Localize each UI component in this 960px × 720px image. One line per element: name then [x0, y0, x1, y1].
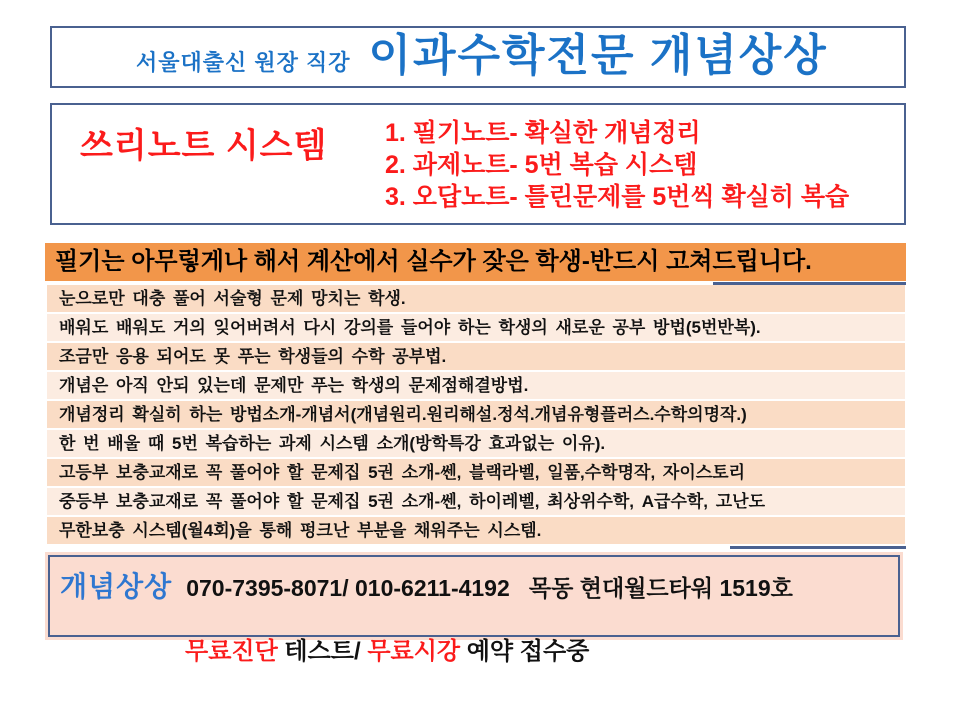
topic-row: 무한보충 시스템(월4회)을 통해 펑크난 부분을 채워주는 시스템. [47, 517, 905, 544]
note-item-1: 1. 필기노트- 확실한 개념정리 [385, 119, 701, 147]
topic-row: 눈으로만 대충 풀어 서술형 문제 망치는 학생. [47, 285, 905, 312]
academy-subtitle: 서울대출신 원장 직강 [136, 50, 351, 75]
note-item-2: 2. 과제노트- 5번 복습 시스템 [385, 151, 698, 179]
contact-line [60, 565, 793, 605]
academy-title: 이과수학전문 개념상상 [368, 31, 828, 80]
topic-row: 배워도 배워도 거의 잊어버려서 다시 강의를 들어야 하는 학생의 새로운 공부 방법(5번반복). [47, 314, 905, 341]
three-note-list [385, 117, 849, 213]
topic-row: 개념은 아직 안되 있는데 문제만 푸는 학생의 문제점해결방법. [47, 372, 905, 399]
phone-and-address: 070-7395-8071/ 010-6211-4192 목동 현대월드타워 1519호 [186, 575, 793, 601]
note-item-3: 3. 오답노트- 틀린문제를 5번씩 확실히 복습 [385, 183, 850, 211]
free-diagnosis-label: 무료진단 [185, 638, 278, 665]
contact-box-inner [48, 555, 900, 665]
topic-row: 개념정리 확실히 하는 방법소개-개념서(개념원리.원리해설.정석.개념유형플러스.수학의명작.) [47, 401, 905, 428]
topic-row: 한 번 배울 때 5번 복습하는 과제 시스템 소개(방학특강 효과없는 이유). [47, 430, 905, 457]
promo-line [145, 603, 589, 694]
orange-banner: 필기는 아무렇게나 해서 계산에서 실수가 잦은 학생-반드시 고쳐드립니다. [45, 243, 906, 281]
academy-title-box [50, 26, 906, 88]
topic-row: 고등부 보충교재로 꼭 풀어야 할 문제집 5권 소개-쎈, 블랙라벨, 일품,수학명작, 자이스토리 [47, 459, 905, 486]
contact-box [45, 552, 903, 665]
three-note-box [50, 103, 906, 225]
test-label: 테스트/ [277, 638, 368, 665]
topic-row: 중등부 보충교재로 꼭 풀어야 할 문제집 5권 소개-쎈, 하이레벨, 최상위수학, A급수학, 고난도 [47, 488, 905, 515]
reservation-label: 예약 접수중 [460, 638, 590, 665]
brand-name: 개념상상 [60, 571, 173, 602]
topic-row: 조금만 응용 되어도 못 푸는 학생들의 수학 공부법. [47, 343, 905, 370]
divider-line-bottom [730, 546, 906, 549]
topic-list [47, 285, 905, 546]
free-trial-label: 무료시강 [367, 638, 461, 665]
three-note-title: 쓰리노트 시스템 [80, 127, 328, 165]
